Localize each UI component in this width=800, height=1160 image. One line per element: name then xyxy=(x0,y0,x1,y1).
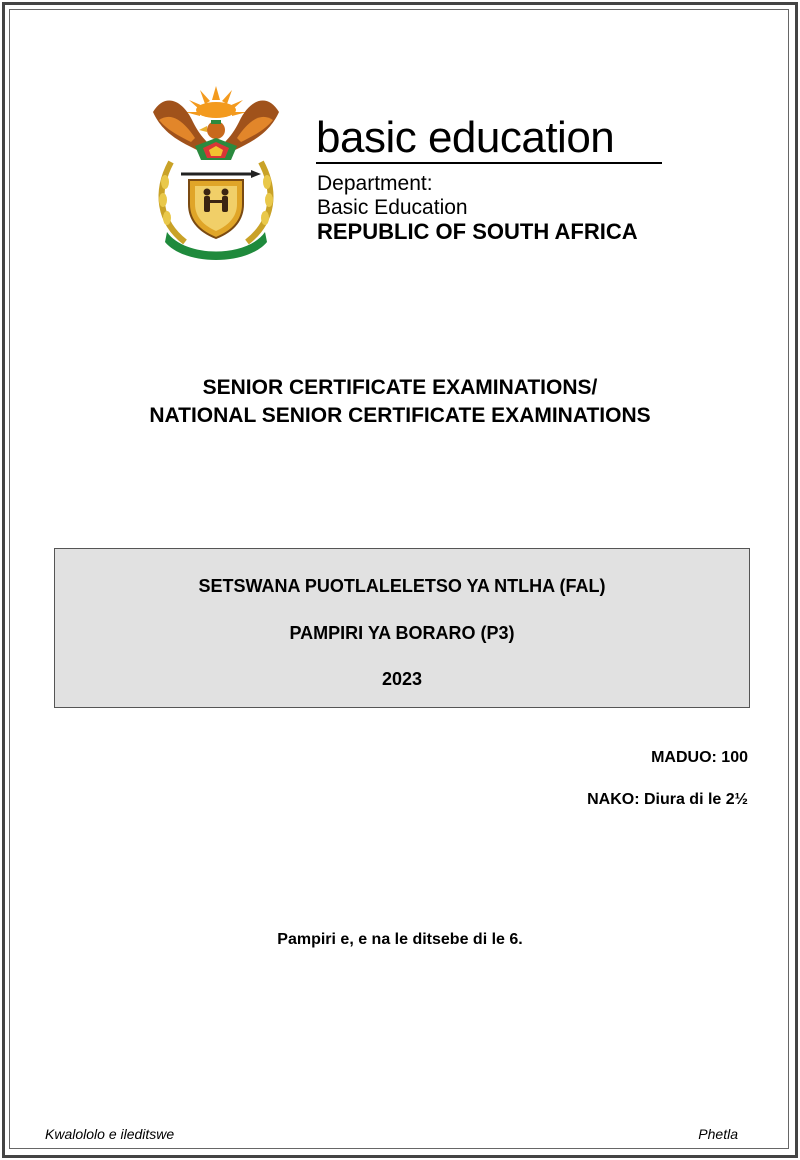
exam-heading-line-2: NATIONAL SENIOR CERTIFICATE EXAMINATIONS xyxy=(149,404,651,427)
exam-heading xyxy=(0,374,800,430)
exam-heading-line-1: SENIOR CERTIFICATE EXAMINATIONS/ xyxy=(202,376,598,399)
brand-divider xyxy=(316,162,662,164)
page-count-note: Pampiri e, e na le ditsebe di le 6. xyxy=(277,931,523,948)
exam-year: 2023 xyxy=(381,669,423,689)
subject-box xyxy=(54,548,750,708)
subject-title: SETSWANA PUOTLALELETSO YA NTLHA (FAL) xyxy=(198,576,606,596)
department-name: Basic Education xyxy=(317,196,468,219)
department-label: Department: xyxy=(317,172,433,195)
country-name: REPUBLIC OF SOUTH AFRICA xyxy=(317,219,638,244)
paper-title: PAMPIRI YA BORARO (P3) xyxy=(289,623,515,643)
brand-title: basic education xyxy=(316,113,615,162)
coat-of-arms-icon xyxy=(145,82,287,262)
turn-over-footer: Phetla xyxy=(698,1126,738,1142)
copyright-footer: Kwalololo e ileditswe xyxy=(45,1126,175,1142)
exam-duration: NAKO: Diura di le 2½ xyxy=(587,791,748,808)
total-marks: MADUO: 100 xyxy=(651,749,748,766)
